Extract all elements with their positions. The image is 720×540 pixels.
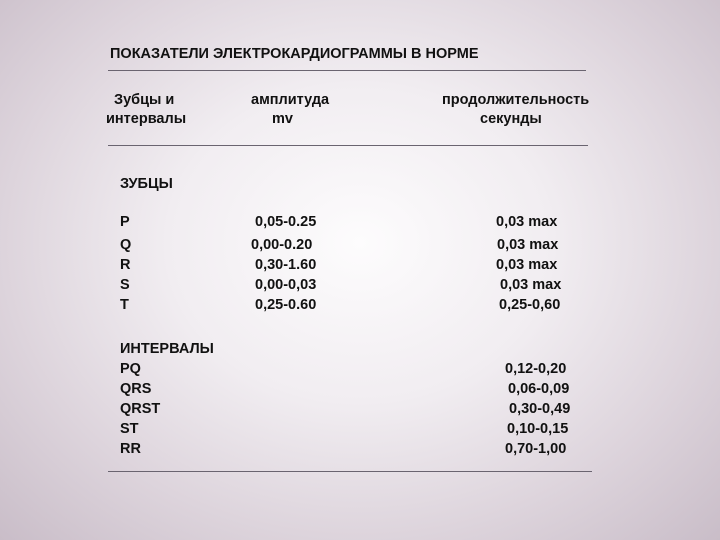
wave-duration: 0,03 max xyxy=(497,237,559,253)
header-col2-line2: mv xyxy=(272,111,293,127)
slide-title: ПОКАЗАТЕЛИ ЭЛЕКТРОКАРДИОГРАММЫ В НОРМЕ xyxy=(110,46,479,62)
interval-duration: 0,06-0,09 xyxy=(508,381,570,397)
bottom-rule xyxy=(108,471,592,472)
interval-duration: 0,30-0,49 xyxy=(509,401,571,417)
header-col3-line2: секунды xyxy=(480,111,542,127)
interval-duration: 0,70-1,00 xyxy=(505,441,567,457)
wave-amplitude: 0,30-1.60 xyxy=(255,257,317,273)
title-underline xyxy=(108,70,586,71)
wave-amplitude: 0,25-0.60 xyxy=(255,297,317,313)
header-col2-line1: амплитуда xyxy=(251,92,330,108)
wave-duration: 0,03 max xyxy=(496,257,558,273)
wave-name: P xyxy=(120,214,130,230)
interval-name: ST xyxy=(120,421,139,437)
interval-name: PQ xyxy=(120,361,141,377)
wave-duration: 0,03 max xyxy=(496,214,558,230)
wave-name: T xyxy=(120,297,129,313)
interval-duration: 0,10-0,15 xyxy=(507,421,569,437)
intervals-heading: ИНТЕРВАЛЫ xyxy=(120,341,214,357)
wave-amplitude: 0,05-0.25 xyxy=(255,214,317,230)
header-col1-line2: интервалы xyxy=(106,111,187,127)
wave-name: S xyxy=(120,277,130,293)
header-underline xyxy=(108,145,588,146)
interval-name: QRS xyxy=(120,381,152,397)
interval-name: QRST xyxy=(120,401,161,417)
wave-duration: 0,03 max xyxy=(500,277,562,293)
interval-duration: 0,12-0,20 xyxy=(505,361,567,377)
wave-name: Q xyxy=(120,237,132,253)
wave-name: R xyxy=(120,257,131,273)
waves-heading: ЗУБЦЫ xyxy=(120,176,173,192)
header-col1-line1: Зубцы и xyxy=(114,92,175,108)
wave-duration: 0,25-0,60 xyxy=(499,297,561,313)
interval-name: RR xyxy=(120,441,141,457)
wave-amplitude: 0,00-0,03 xyxy=(255,277,317,293)
header-col3-line1: продолжительность xyxy=(442,92,590,108)
wave-amplitude: 0,00-0.20 xyxy=(251,237,313,253)
